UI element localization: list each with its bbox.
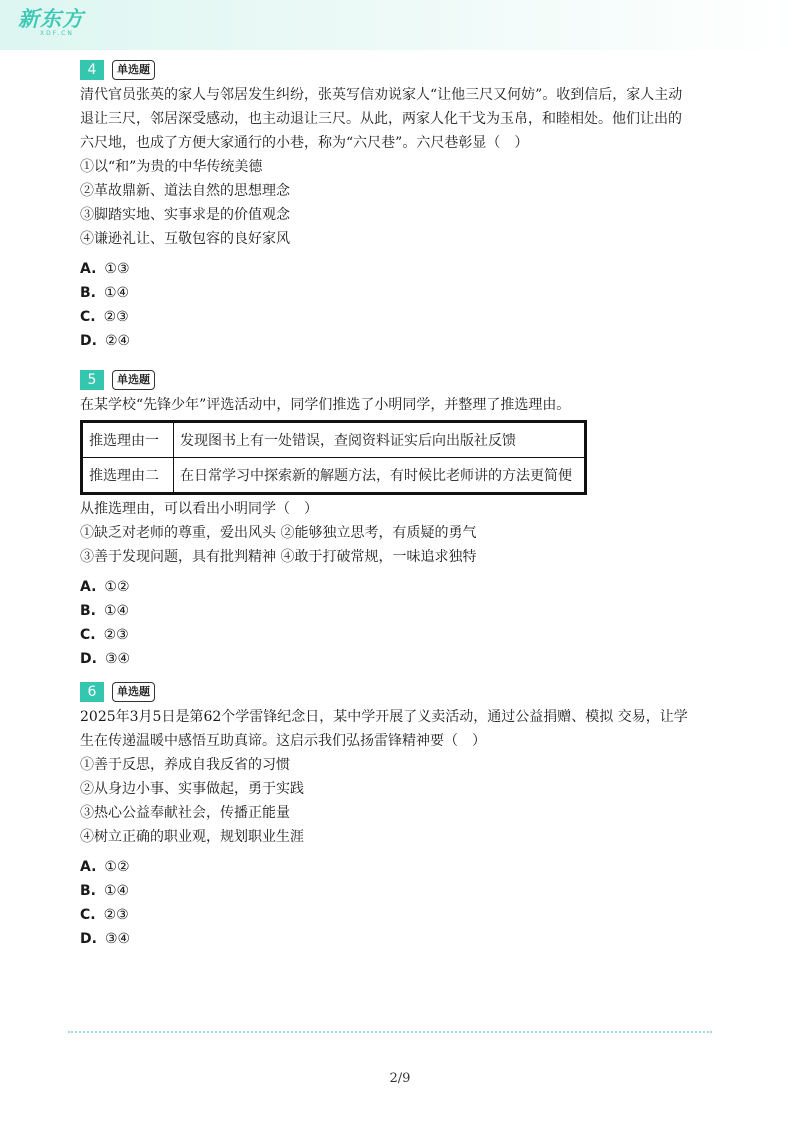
table-cell: 推选理由二 xyxy=(82,458,174,494)
stem-line: 退让三尺，邻居深受感动，也主动退让三尺。从此，两家人化干戈为玉帛，和睦相处。他们让出的 xyxy=(80,111,682,127)
table-row xyxy=(82,458,586,494)
question-number: 6 xyxy=(80,682,104,702)
stem-line: 生在传递温暖中感悟互助真谛。这启示我们弘扬雷锋精神要（ ） xyxy=(80,733,486,749)
question-type-badge: 单选题 xyxy=(112,682,155,702)
option-c[interactable]: C. ②③ xyxy=(80,627,129,643)
answer-options xyxy=(80,575,720,671)
question-5 xyxy=(80,370,720,671)
page-number: 2/9 xyxy=(389,1071,411,1086)
question-stem xyxy=(80,83,720,251)
option-c[interactable]: C. ②③ xyxy=(80,907,129,923)
reasons-table xyxy=(80,420,587,495)
question-number: 5 xyxy=(80,370,104,390)
stem-line: 2025年3月5日是第62个学雷锋纪念日，某中学开展了义卖活动，通过公益捐赠、模拟 交易，让学 xyxy=(80,709,688,725)
option-b[interactable]: B. ①④ xyxy=(80,883,130,899)
question-6 xyxy=(80,682,720,951)
question-stem xyxy=(80,705,720,849)
answer-options xyxy=(80,257,720,353)
table-row xyxy=(82,422,586,458)
stem-line: ①善于反思，养成自我反省的习惯 xyxy=(80,757,290,773)
stem-line: ③善于发现问题，具有批判精神 ④敢于打破常规，一味追求独特 xyxy=(80,549,477,565)
question-stem xyxy=(80,497,720,569)
stem-line: 六尺地，也成了方便大家通行的小巷，称为“六尺巷”。六尺巷彰显（ ） xyxy=(80,135,529,151)
brand-logo xyxy=(18,8,84,38)
option-a[interactable]: A. ①③ xyxy=(80,261,130,277)
stem-line: ①以“和”为贵的中华传统美德 xyxy=(80,159,263,175)
option-d[interactable]: D. ③④ xyxy=(80,931,131,947)
logo-subtext: XDF.CN xyxy=(40,30,74,37)
answer-options xyxy=(80,855,720,951)
table-cell: 推选理由一 xyxy=(82,422,174,458)
stem-line: ③脚踏实地、实事求是的价值观念 xyxy=(80,207,290,223)
question-type-badge: 单选题 xyxy=(112,370,155,390)
option-d[interactable]: D. ③④ xyxy=(80,651,131,667)
stem-line: 清代官员张英的家人与邻居发生纠纷，张英写信劝说家人“让他三尺又何妨”。收到信后，家人主动 xyxy=(80,87,683,103)
question-type-badge: 单选题 xyxy=(112,60,155,80)
option-a[interactable]: A. ①② xyxy=(80,579,130,595)
question-intro: 在某学校“先锋少年”评选活动中，同学们推选了小明同学，并整理了推选理由。 xyxy=(80,397,571,413)
stem-line: 从推选理由，可以看出小明同学（ ） xyxy=(80,501,318,517)
question-number: 4 xyxy=(80,60,104,80)
logo-text: 新东方 xyxy=(18,7,84,31)
stem-line: ②革故鼎新、道法自然的思想理念 xyxy=(80,183,290,199)
stem-line: ④谦逊礼让、互敬包容的良好家风 xyxy=(80,231,290,247)
option-c[interactable]: C. ②③ xyxy=(80,309,129,325)
footer-divider xyxy=(68,1031,712,1033)
table-cell: 发现图书上有一处错误，查阅资料证实后向出版社反馈 xyxy=(174,422,586,458)
stem-line: ③热心公益奉献社会，传播正能量 xyxy=(80,805,290,821)
stem-line: ②从身边小事、实事做起，勇于实践 xyxy=(80,781,304,797)
table-cell: 在日常学习中探索新的解题方法，有时候比老师讲的方法更简便 xyxy=(174,458,586,494)
option-b[interactable]: B. ①④ xyxy=(80,603,130,619)
option-b[interactable]: B. ①④ xyxy=(80,285,130,301)
page-header xyxy=(0,0,800,50)
stem-line: ④树立正确的职业观，规划职业生涯 xyxy=(80,829,304,845)
question-4 xyxy=(80,60,720,353)
option-d[interactable]: D. ②④ xyxy=(80,333,131,349)
option-a[interactable]: A. ①② xyxy=(80,859,130,875)
stem-line: ①缺乏对老师的尊重，爱出风头 ②能够独立思考，有质疑的勇气 xyxy=(80,525,477,541)
